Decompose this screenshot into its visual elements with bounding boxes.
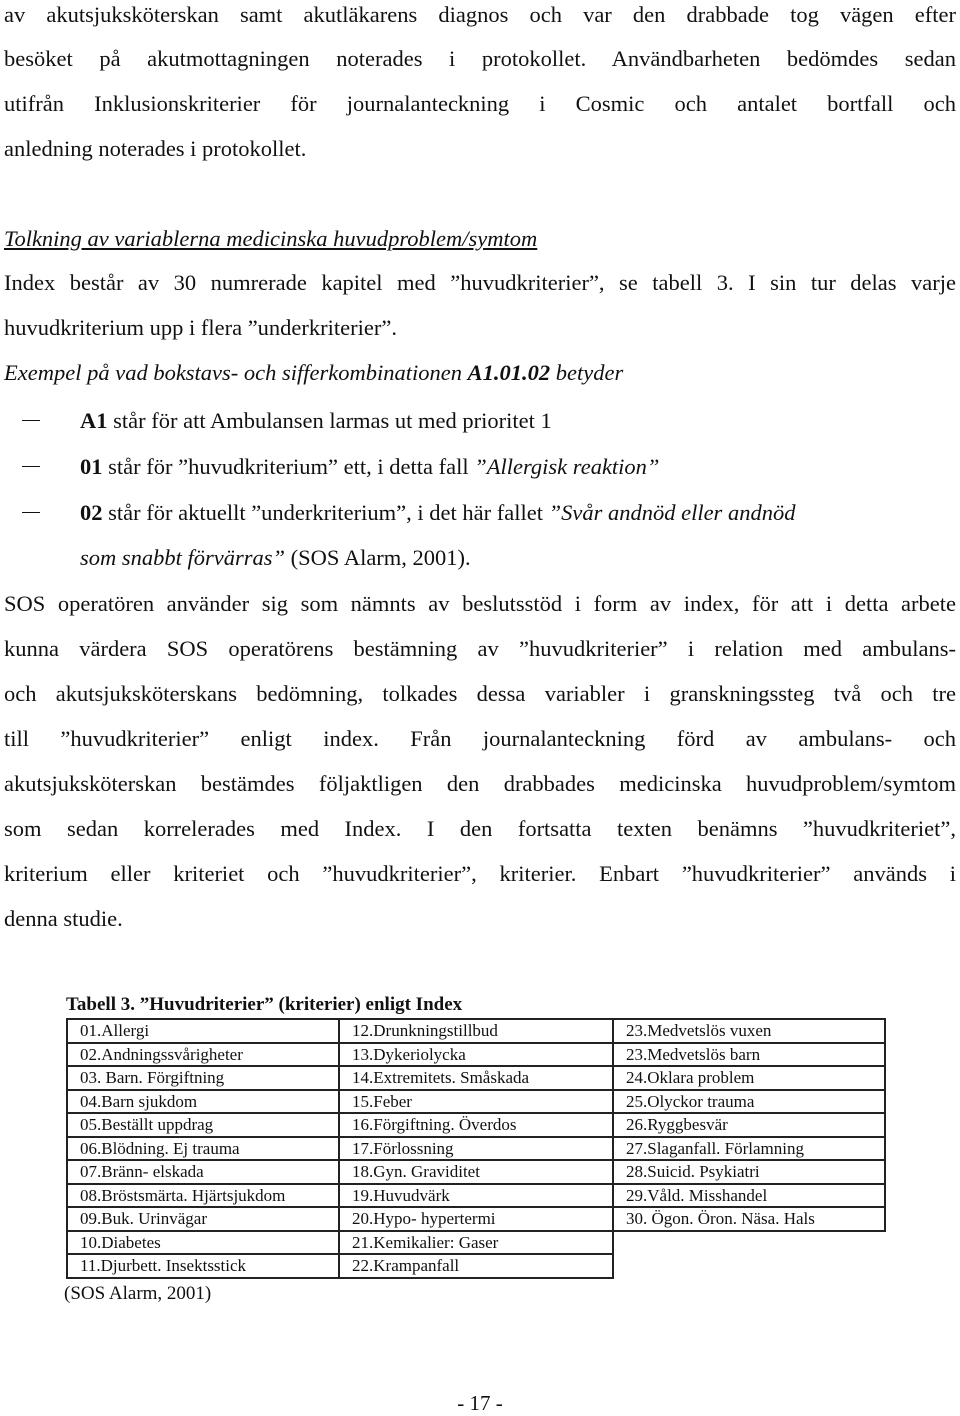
intro-line-3: utifrån Inklusionskriterier för journalanteckning i Cosmic och antalet bortfall och xyxy=(4,91,956,116)
intro-line-2: besöket på akutmottagningen noterades i protokollet. Användbarheten bedömdes sedan xyxy=(4,46,956,71)
table-row xyxy=(67,1160,885,1184)
table-caption: Tabell 3. ”Huvudriterier” (kriterier) enligt Index xyxy=(66,994,463,1015)
bullet-cont-body: (SOS Alarm, 2001). xyxy=(285,545,471,570)
bullet-text xyxy=(80,406,552,436)
table-row xyxy=(67,1254,885,1278)
table-cell: 16.Förgiftning. Överdos xyxy=(339,1113,613,1137)
bullet-code: A1 xyxy=(80,408,108,433)
table-cell: 11.Djurbett. Insektsstick xyxy=(67,1254,339,1278)
body-line-6: som sedan korrelerades med Index. I den fortsatta texten benämns ”huvudkriteriet”, xyxy=(4,816,956,841)
table-cell: 29.Våld. Misshandel xyxy=(613,1184,885,1208)
table-cell: 06.Blödning. Ej trauma xyxy=(67,1137,339,1161)
dash-bullet xyxy=(22,466,40,467)
table-row xyxy=(67,1231,885,1255)
page-number: - 17 - xyxy=(457,1391,503,1415)
table-row xyxy=(67,1066,885,1090)
example-line xyxy=(4,358,956,388)
table-cell: 08.Bröstsmärta. Hjärtsjukdom xyxy=(67,1184,339,1208)
dash-bullet xyxy=(22,420,40,421)
body-line-4: till ”huvudkriterier” enligt index. Från journalanteckning förd av ambulans- och xyxy=(4,726,956,751)
criteria-table xyxy=(66,1018,886,1279)
bullet-body: står för ”huvudkriterium” ett, i detta fall xyxy=(102,454,475,479)
table-cell: 23.Medvetslös vuxen xyxy=(613,1019,885,1043)
body-line-3: och akutsjuksköterskans bedömning, tolkades dessa variabler i granskningssteg två och tre xyxy=(4,681,956,706)
table-cell: 30. Ögon. Öron. Näsa. Hals xyxy=(613,1207,885,1231)
table-row xyxy=(67,1113,885,1137)
example-suffix: betyder xyxy=(550,360,624,385)
bullet-code: 02 xyxy=(80,500,103,525)
index-line-2: huvudkriterium upp i flera ”underkriterier”. xyxy=(4,315,397,340)
table-cell: 22.Krampanfall xyxy=(339,1254,613,1278)
intro-line-4: anledning noterades i protokollet. xyxy=(4,136,307,161)
table-cell: 27.Slaganfall. Förlamning xyxy=(613,1137,885,1161)
body-line-7: kriterium eller kriteriet och ”huvudkriterier”, kriterier. Enbart ”huvudkriterier” används i xyxy=(4,861,956,886)
table-cell xyxy=(613,1231,885,1255)
table-cell: 20.Hypo- hypertermi xyxy=(339,1207,613,1231)
bullet-text xyxy=(80,452,659,482)
bullet-italic: ”Allergisk reaktion” xyxy=(474,454,660,479)
table-cell: 10.Diabetes xyxy=(67,1231,339,1255)
dash-bullet xyxy=(22,512,40,513)
table-row xyxy=(67,1090,885,1114)
table-cell: 26.Ryggbesvär xyxy=(613,1113,885,1137)
table-cell: 09.Buk. Urinvägar xyxy=(67,1207,339,1231)
body-line-1: SOS operatören använder sig som nämnts av beslutsstöd i form av index, för att i detta arbete xyxy=(4,591,956,616)
table-cell: 18.Gyn. Graviditet xyxy=(339,1160,613,1184)
table-cell: 04.Barn sjukdom xyxy=(67,1090,339,1114)
bullet-body: står för att Ambulansen larmas ut med prioritet 1 xyxy=(107,408,552,433)
table-cell: 05.Beställt uppdrag xyxy=(67,1113,339,1137)
table-cell: 01.Allergi xyxy=(67,1019,339,1043)
table-row xyxy=(67,1207,885,1231)
table-cell: 07.Bränn- elskada xyxy=(67,1160,339,1184)
intro-line-1: av akutsjuksköterskan samt akutläkarens diagnos och var den drabbade tog vägen efter xyxy=(4,2,956,27)
bullet-code: 01 xyxy=(80,454,103,479)
table-cell xyxy=(613,1254,885,1278)
table-cell: 28.Suicid. Psykiatri xyxy=(613,1160,885,1184)
bullet-cont-italic: som snabbt förvärras” xyxy=(80,545,286,570)
index-line-1: Index består av 30 numrerade kapitel med ”huvudkriterier”, se tabell 3. I sin tur delas varje xyxy=(4,270,956,295)
section-heading: Tolkning av variablerna medicinska huvudproblem/symtom xyxy=(4,226,538,251)
table-cell: 03. Barn. Förgiftning xyxy=(67,1066,339,1090)
table-cell: 23.Medvetslös barn xyxy=(613,1043,885,1067)
bullet-text xyxy=(80,498,795,528)
bullet-cont-text xyxy=(80,543,471,573)
body-line-8: denna studie. xyxy=(4,906,123,931)
table-source: (SOS Alarm, 2001) xyxy=(64,1283,212,1304)
body-line-5: akutsjuksköterskan bestämdes följaktligen den drabbades medicinska huvudproblem/symtom xyxy=(4,771,956,796)
table-cell: 21.Kemikalier: Gaser xyxy=(339,1231,613,1255)
table-cell: 19.Huvudvärk xyxy=(339,1184,613,1208)
table-cell: 13.Dykeriolycka xyxy=(339,1043,613,1067)
example-prefix: Exempel på vad bokstavs- och sifferkombinationen xyxy=(4,360,468,385)
body-line-2: kunna värdera SOS operatörens bestämning av ”huvudkriterier” i relation med ambulans- xyxy=(4,636,956,661)
table-cell: 02.Andningssvårigheter xyxy=(67,1043,339,1067)
table-cell: 17.Förlossning xyxy=(339,1137,613,1161)
table-cell: 14.Extremitets. Småskada xyxy=(339,1066,613,1090)
table-row xyxy=(67,1137,885,1161)
example-code: A1.01.02 xyxy=(467,360,551,385)
table-row xyxy=(67,1019,885,1043)
table-cell: 12.Drunkningstillbud xyxy=(339,1019,613,1043)
table-cell: 25.Olyckor trauma xyxy=(613,1090,885,1114)
bullet-italic: ”Svår andnöd eller andnöd xyxy=(548,500,796,525)
table-row xyxy=(67,1184,885,1208)
table-cell: 15.Feber xyxy=(339,1090,613,1114)
bullet-body: står för aktuellt ”underkriterium”, i det här fallet xyxy=(102,500,549,525)
table-row xyxy=(67,1043,885,1067)
table-cell: 24.Oklara problem xyxy=(613,1066,885,1090)
